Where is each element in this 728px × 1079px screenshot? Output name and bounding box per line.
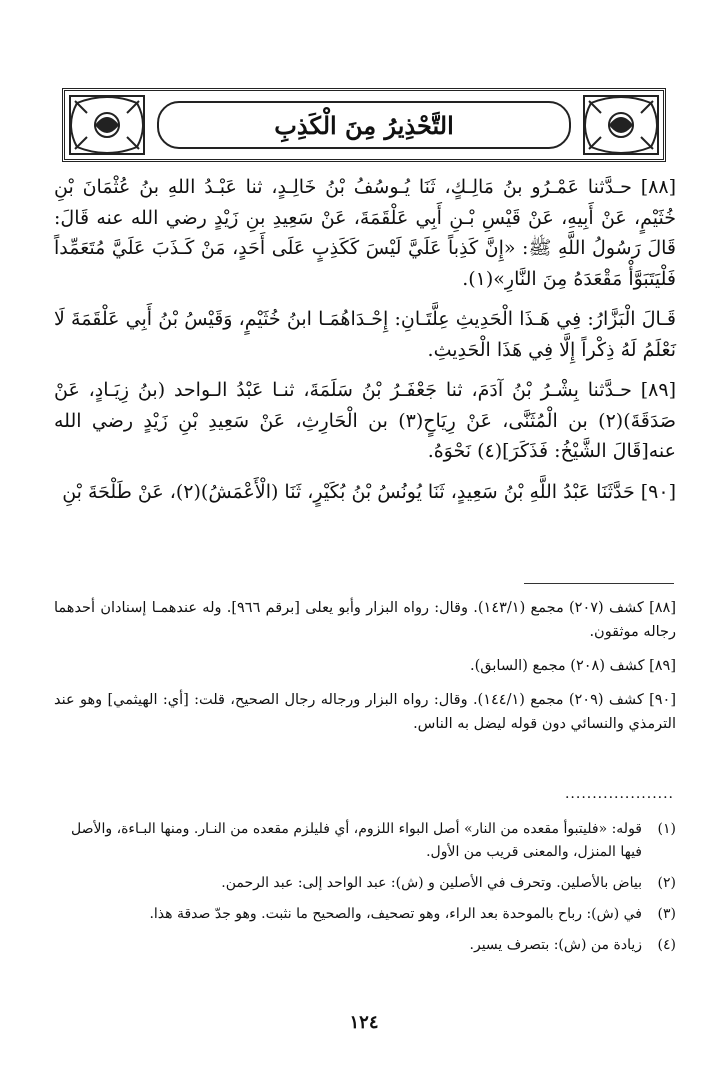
main-text xyxy=(54,172,676,517)
footnote-number: (٣) xyxy=(657,906,676,922)
footnote-number: (٢) xyxy=(657,875,676,891)
footnote-text: في (ش): رباح بالموحدة بعد الراء، وهو تصحيف، والصحيح ما نثبت. وهو جدّ صدقة هذا. xyxy=(149,906,642,922)
title-frame xyxy=(157,101,571,149)
notes-separator xyxy=(524,583,674,584)
source-notes xyxy=(54,596,676,746)
chapter-title: التَّحْذِيرُ مِنَ الْكَذِبِ xyxy=(274,110,454,140)
ornament-right-icon xyxy=(583,95,659,155)
hadith-88: [٨٨] حـدَّثنا عَمْـرُو بنُ مَالِـكٍ، ثَنَا يُـوسُفُ بْنُ خَالِـدٍ، ثنا عَبْـدُ اللهِ بنُ عُثْمَانَ بْنِ خُثَيْمٍ، عَنْ أَبِيهِ، عَنْ قَيْسِ بْـنِ أَبِي عَلْقَمَةَ، عَنْ سَعِيدِ بنِ زَيْدٍ رضي الله عنه قَالَ: قَالَ رَسُولُ اللَّهِ ﷺ: «إِنَّ كَذِباً عَلَيَّ لَيْسَ كَكَذِبٍ عَلَى أَحَدٍ، مَنْ كَـذَبَ عَلَيَّ مُتَعَمِّداً فَلْيَتَبَوَّأْ مَقْعَدَهُ مِنَ النَّارِ»(١). xyxy=(54,176,676,290)
note-88: [٨٨] كشف (٢٠٧) مجمع (١٤٣/١). وقال: رواه البزار وأبو يعلى [برقم ٩٦٦]. وله عندهمـا إسنادان أحدهما رجاله موثقون. xyxy=(54,600,676,640)
hadith-89: [٨٩] حـدَّثنا بِشْـرُ بْنُ آدَمَ، ثنا جَعْفَـرُ بْنُ سَلَمَةَ، ثنـا عَبْدُ الـواحد (بنُ زِيَـادٍ، عَنْ صَدَقَةَ)(٢) بن الْمُثَنَّى، عَنْ رِيَاحٍ(٣) بن الْحَارِثِ، عَنْ سَعِيدِ بْنِ زَيْدٍ رضي الله عنه[قَالَ الشَّيْخُ: فَذَكَرَ](٤) نَحْوَهُ. xyxy=(54,379,676,462)
footnote-2 xyxy=(54,872,676,895)
footnote-3 xyxy=(54,903,676,926)
page-number: ١٢٤ xyxy=(349,1012,379,1033)
footnote-number: (٤) xyxy=(657,937,676,953)
footnote-separator: .................... xyxy=(564,786,674,802)
note-89: [٨٩] كشف (٢٠٨) مجمع (السابق). xyxy=(470,658,676,674)
ornament-left-icon xyxy=(69,95,145,155)
footnote-number: (١) xyxy=(657,821,676,837)
footnote-text: قوله: «فليتبوأ مقعده من النار» أصل البواء اللزوم، أي فليلزم مقعده من النـار. ومنها البـاءة، والأصل فيها المنزل، والمعنى قريب من الأول. xyxy=(71,821,642,860)
footnote-4 xyxy=(54,934,676,957)
footnote-text: زيادة من (ش): بتصرف يسير. xyxy=(469,937,642,953)
footnotes xyxy=(54,818,676,965)
bazzar-comment: قَـالَ الْبَزَّارُ: فِي هَـذَا الْحَدِيثِ عِلَّتَـانِ: إِحْـدَاهُمَـا ابنُ خُثَيْمٍ، وَقَيْسُ بْنُ أَبِي عَلْقَمَةَ لَا نَعْلَمُ لَهُ ذِكْراً إِلَّا فِي هَذَا الْحَدِيثِ. xyxy=(54,308,676,361)
note-90: [٩٠] كشف (٢٠٩) مجمع (١٤٤/١). وقال: رواه البزار ورجاله رجال الصحيح، قلت: [أي: الهيثمي] وهو عند الترمذي والنسائي دون قوله ليضل به الناس. xyxy=(54,692,677,732)
footnote-1 xyxy=(54,818,676,864)
hadith-90: [٩٠] حَدَّثَنَا عَبْدُ اللَّهِ بْنُ سَعِيدٍ، ثَنَا يُونُسُ بْنُ بُكَيْرٍ، ثَنَا (الْأَعْمَشُ)(٢)، عَنْ طَلْحَةَ بْنِ xyxy=(62,480,676,503)
footnote-text: بياض بالأصلين. وتحرف في الأصلين و (ش): عبد الواحد إلى: عبد الرحمن. xyxy=(221,875,642,891)
chapter-header xyxy=(62,88,666,162)
